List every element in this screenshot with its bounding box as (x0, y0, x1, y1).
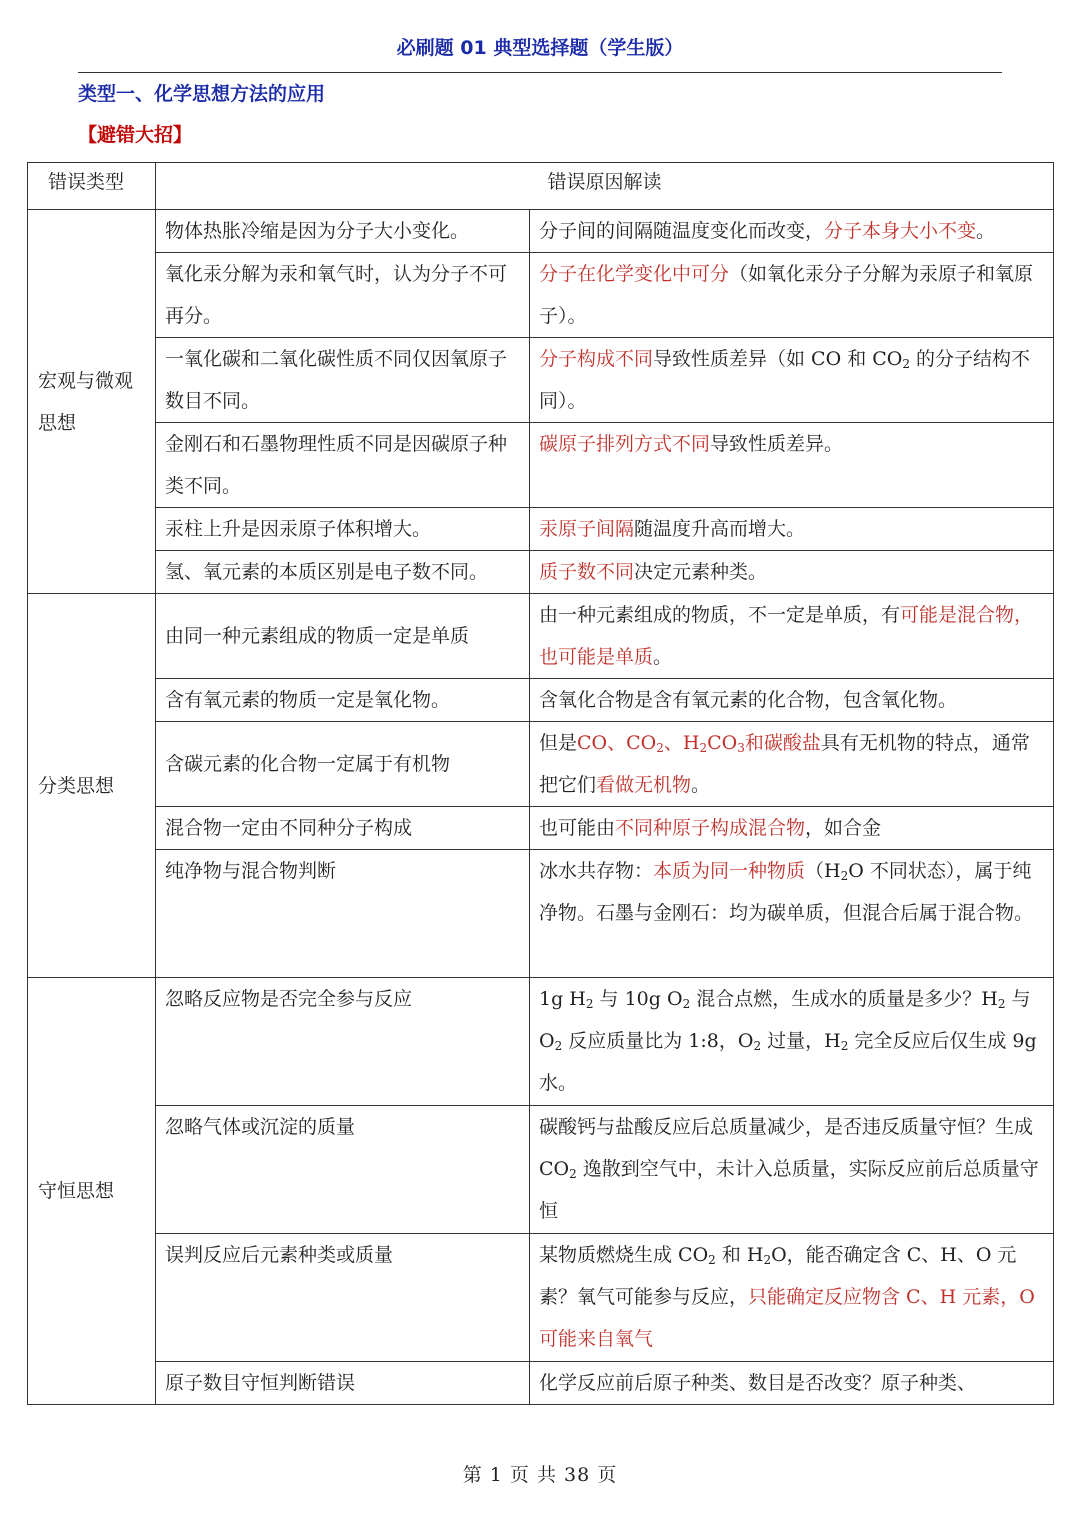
mistake-cell: 汞柱上升是因汞原子体积增大。 (156, 508, 530, 551)
table-row (28, 338, 1054, 423)
explanation-text: 随温度升高而增大。 (634, 518, 806, 540)
explanation-text: 导致性质差异。 (710, 433, 844, 455)
explanation-text: 化学反应前后原子种类、数目是否改变？原子种类、 (539, 1372, 977, 1394)
table-row (28, 679, 1054, 722)
explanation-text: 。 (691, 774, 711, 796)
table-row (28, 807, 1054, 850)
highlight-text: 2 (699, 741, 708, 755)
explanation-cell (530, 1362, 1054, 1405)
table-row (28, 1362, 1054, 1405)
explanation-text: 逸散到空气中，未计入总质量，实际反应前后总质量守恒 (539, 1158, 1039, 1222)
highlight-text: 质子数不同 (539, 561, 635, 583)
highlight-text: CO、CO (577, 732, 657, 754)
explanation-text: 。 (976, 220, 996, 242)
explanation-text: ，如合金 (805, 817, 882, 839)
explanation-text: 某物质燃烧生成 CO (539, 1244, 709, 1266)
table-row (28, 508, 1054, 551)
mistake-cell: 含碳元素的化合物一定属于有机物 (156, 722, 530, 807)
explanation-text: 具有无机物的特点，通常把它们 (539, 732, 1030, 796)
explanation-cell (530, 210, 1054, 253)
explanation-text: 碳酸钙与盐酸反应后总质量减少，是否违反质量守恒？生成 CO (539, 1116, 1034, 1180)
explanation-text: 2 (763, 1253, 772, 1267)
explanation-text: （如氧化汞分子分解为汞原子和氧原子）。 (539, 263, 1034, 327)
table-row (28, 423, 1054, 508)
explanation-text: 与 10g O (593, 988, 683, 1010)
explanation-cell (530, 978, 1054, 1106)
explanation-text: O 不同状态），属于纯净物。石墨与金刚石：均为碳单质，但混合后属于混合物。 (539, 860, 1034, 924)
explanation-text: 决定元素种类。 (634, 561, 768, 583)
explanation-cell (530, 551, 1054, 594)
highlight-text: 汞原子间隔 (539, 518, 635, 540)
explanation-cell (530, 423, 1054, 508)
explanation-text: 与 O (539, 988, 1031, 1052)
mistake-cell: 物体热胀冷缩是因为分子大小变化。 (156, 210, 530, 253)
tip-heading: 【避错大招】 (78, 124, 193, 146)
explanation-text: 含氧化合物是含有氧元素的化合物，包含氧化物。 (539, 689, 958, 711)
table-row (28, 594, 1054, 679)
explanation-cell (530, 807, 1054, 850)
table-row (28, 1106, 1054, 1234)
section-heading: 类型一、化学思想方法的应用 (78, 83, 326, 105)
explanation-text: 由一种元素组成的物质，不一定是单质，有 (539, 604, 901, 626)
mistake-cell: 忽略气体或沉淀的质量 (156, 1106, 530, 1234)
category-cell: 守恒思想 (28, 978, 156, 1405)
explanation-text: 。 (653, 646, 673, 668)
explanation-text: 2 (902, 357, 911, 371)
highlight-text: 本质为同一种物质 (653, 860, 806, 882)
explanation-cell (530, 508, 1054, 551)
table-row (28, 978, 1054, 1106)
explanation-text: 也可能由 (539, 817, 616, 839)
highlight-text: 分子在化学变化中可分 (539, 263, 730, 285)
error-analysis-table (27, 162, 1054, 1405)
title-divider (78, 72, 1002, 73)
explanation-text: 2 (585, 997, 594, 1011)
header-error-type: 错误类型 (28, 163, 156, 210)
highlight-text: 只能确定反应物含 C、H 元素，O 可能来自氧气 (539, 1286, 1035, 1350)
header-error-reason: 错误原因解读 (156, 163, 1054, 210)
document-title: 必刷题 01 典型选择题（学生版） (396, 37, 684, 59)
mistake-cell: 氢、氧元素的本质区别是电子数不同。 (156, 551, 530, 594)
table-row (28, 722, 1054, 807)
explanation-text: 2 (569, 1167, 577, 1181)
explanation-text: 2 (840, 869, 849, 883)
highlight-text: 和碳酸盐 (744, 732, 821, 754)
explanation-text: 2 (753, 1039, 762, 1053)
highlight-text: 分子构成不同 (539, 348, 654, 370)
explanation-cell (530, 1234, 1054, 1362)
explanation-text: 2 (682, 997, 691, 1011)
explanation-cell (530, 722, 1054, 807)
explanation-cell (530, 850, 1054, 978)
mistake-cell: 忽略反应物是否完全参与反应 (156, 978, 530, 1106)
table-row (28, 551, 1054, 594)
highlight-text: 2 (656, 741, 664, 755)
explanation-text: 1g H (539, 988, 586, 1010)
table-row (28, 253, 1054, 338)
explanation-cell (530, 1106, 1054, 1234)
explanation-text: 过量，H (761, 1030, 841, 1052)
explanation-cell (530, 679, 1054, 722)
mistake-cell: 误判反应后元素种类或质量 (156, 1234, 530, 1362)
highlight-text: 看做无机物 (596, 774, 692, 796)
explanation-text: O，能否确定含 C、H、O 元素？氧气可能参与反应， (539, 1244, 1017, 1308)
table-row (28, 1234, 1054, 1362)
explanation-text: 2 (708, 1253, 716, 1267)
explanation-text: 和 H (715, 1244, 764, 1266)
explanation-text: 的分子结构不同）。 (539, 348, 1031, 412)
explanation-text: 反应质量比为 1:8，O (562, 1030, 754, 1052)
explanation-text: 但是 (539, 732, 578, 754)
table-row (28, 210, 1054, 253)
category-cell: 宏观与微观思想 (28, 210, 156, 594)
mistake-cell: 纯净物与混合物判断 (156, 850, 530, 978)
highlight-text: 3 (737, 741, 745, 755)
explanation-text: 导致性质差异（如 CO 和 CO (653, 348, 903, 370)
explanation-cell (530, 338, 1054, 423)
table-row (28, 850, 1054, 978)
explanation-text: 2 (997, 997, 1006, 1011)
highlight-text: CO (707, 732, 738, 754)
mistake-cell: 一氧化碳和二氧化碳性质不同仅因氧原子数目不同。 (156, 338, 530, 423)
explanation-cell (530, 253, 1054, 338)
table-header-row (28, 163, 1054, 210)
page-footer: 第 1 页 共 38 页 (462, 1464, 618, 1486)
mistake-cell: 金刚石和石墨物理性质不同是因碳原子种类不同。 (156, 423, 530, 508)
mistake-cell: 含有氧元素的物质一定是氧化物。 (156, 679, 530, 722)
explanation-text: 完全反应后仅生成 9g 水。 (539, 1030, 1037, 1094)
explanation-text: 2 (840, 1039, 849, 1053)
highlight-text: 、H (663, 732, 700, 754)
explanation-text: （H (805, 860, 841, 882)
mistake-cell: 由同一种元素组成的物质一定是单质 (156, 594, 530, 679)
explanation-text: 冰水共存物： (539, 860, 654, 882)
mistake-cell: 氧化汞分解为汞和氧气时，认为分子不可再分。 (156, 253, 530, 338)
mistake-cell: 混合物一定由不同种分子构成 (156, 807, 530, 850)
category-cell: 分类思想 (28, 594, 156, 978)
explanation-cell (530, 594, 1054, 679)
explanation-text: 2 (554, 1039, 563, 1053)
explanation-text: 混合点燃，生成水的质量是多少？H (690, 988, 998, 1010)
highlight-text: 可能是混合物，也可能是单质 (539, 604, 1034, 668)
explanation-text: 分子间的间隔随温度变化而改变， (539, 220, 825, 242)
mistake-cell: 原子数目守恒判断错误 (156, 1362, 530, 1405)
highlight-text: 碳原子排列方式不同 (539, 433, 711, 455)
highlight-text: 分子本身大小不变 (824, 220, 977, 242)
highlight-text: 不同种原子构成混合物 (615, 817, 806, 839)
